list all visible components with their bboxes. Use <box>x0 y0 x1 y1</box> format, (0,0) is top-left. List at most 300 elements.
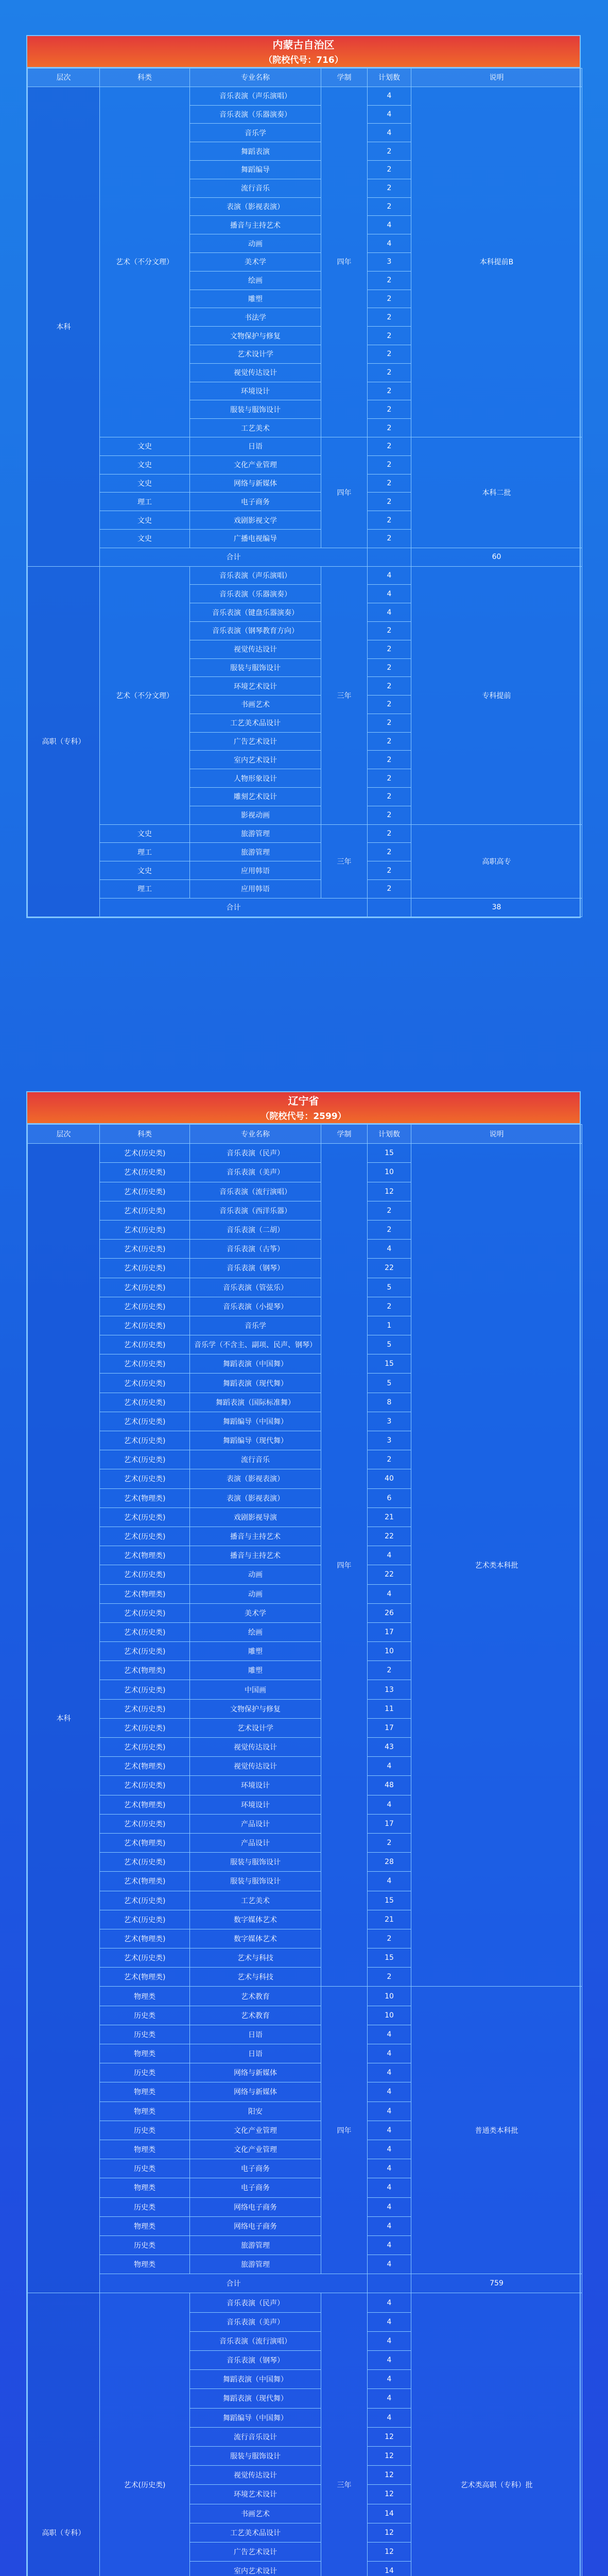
quota-cell: 2 <box>368 290 411 308</box>
major-cell: 网络与新媒体 <box>190 2063 321 2082</box>
quota-cell: 2 <box>368 345 411 363</box>
province-name: 内蒙古自治区 <box>272 39 335 51</box>
category-cell: 艺术(历史类) <box>100 1622 190 1641</box>
quota-cell: 2 <box>368 1450 411 1469</box>
major-cell: 旅游管理 <box>190 824 321 843</box>
major-cell: 电子商务 <box>190 2159 321 2178</box>
quota-cell: 2 <box>368 1833 411 1852</box>
quota-cell: 14 <box>368 2562 411 2576</box>
major-cell: 艺术设计学 <box>190 345 321 363</box>
category-cell: 理工 <box>100 843 190 861</box>
note-cell: 艺术类高职（专科）批 <box>411 2293 582 2576</box>
note-cell: 高职高专 <box>411 824 582 898</box>
major-cell: 影视动画 <box>190 806 321 824</box>
quota-cell: 2 <box>368 696 411 714</box>
quota-cell: 2 <box>368 714 411 732</box>
major-cell: 书画艺术 <box>190 696 321 714</box>
major-cell: 艺术教育 <box>190 1987 321 2006</box>
major-cell: 音乐表演（小提琴） <box>190 1297 321 1316</box>
quota-cell: 4 <box>368 105 411 124</box>
category-cell: 艺术(物理类) <box>100 1929 190 1948</box>
quota-cell: 40 <box>368 1469 411 1488</box>
major-cell: 舞蹈编导（中国舞） <box>190 2408 321 2427</box>
major-cell: 服装与服饰设计 <box>190 2446 321 2465</box>
quota-cell: 2 <box>368 658 411 677</box>
quota-cell: 4 <box>368 2025 411 2044</box>
quota-cell: 2 <box>368 677 411 696</box>
major-cell: 艺术教育 <box>190 2006 321 2025</box>
major-cell: 音乐表演（钢琴） <box>190 2351 321 2370</box>
category-cell: 艺术(历史类) <box>100 1565 190 1584</box>
level-cell: 高职（专科） <box>28 2293 100 2576</box>
major-cell: 视觉传达设计 <box>190 1757 321 1776</box>
category-cell: 艺术(历史类) <box>100 1603 190 1622</box>
category-cell: 艺术(历史类) <box>100 1393 190 1412</box>
major-cell: 流行音乐 <box>190 179 321 197</box>
total-value: 60 <box>411 548 582 566</box>
table-header-row <box>28 69 582 87</box>
category-cell: 艺术(历史类) <box>100 1259 190 1278</box>
quota-cell: 17 <box>368 1718 411 1737</box>
major-cell: 音乐学（不含主、副项、民声、钢琴） <box>190 1335 321 1354</box>
quota-cell: 2 <box>368 732 411 751</box>
table-header-row <box>28 1125 582 1144</box>
major-cell: 雕塑 <box>190 290 321 308</box>
quota-cell: 2 <box>368 455 411 474</box>
major-cell: 雕塑 <box>190 1642 321 1661</box>
major-cell: 视觉传达设计 <box>190 640 321 658</box>
category-cell: 艺术(历史类) <box>100 2293 190 2576</box>
category-cell: 艺术(历史类) <box>100 1814 190 1833</box>
quota-cell: 2 <box>368 179 411 197</box>
category-cell: 物理类 <box>100 2216 190 2235</box>
quota-cell: 4 <box>368 603 411 622</box>
section-inner-mongolia <box>26 35 581 918</box>
major-cell: 音乐表演（声乐演唱） <box>190 87 321 105</box>
major-cell: 音乐表演（钢琴） <box>190 1259 321 1278</box>
major-cell: 舞蹈编导 <box>190 160 321 179</box>
category-cell: 艺术(历史类) <box>100 1680 190 1699</box>
category-cell: 历史类 <box>100 2159 190 2178</box>
category-cell: 艺术(历史类) <box>100 1948 190 1968</box>
category-cell: 文史 <box>100 824 190 843</box>
quota-cell: 2 <box>368 824 411 843</box>
major-cell: 环境设计 <box>190 1795 321 1814</box>
major-cell: 戏剧影视导演 <box>190 1507 321 1527</box>
category-cell: 艺术(历史类) <box>100 1853 190 1872</box>
table-row <box>28 824 582 843</box>
major-cell: 美术学 <box>190 1603 321 1622</box>
major-cell: 环境设计 <box>190 382 321 400</box>
category-cell: 艺术(历史类) <box>100 1431 190 1450</box>
major-cell: 表演（影视表演） <box>190 1488 321 1507</box>
section-header <box>27 36 580 68</box>
quota-cell: 4 <box>368 2216 411 2235</box>
major-cell: 音乐表演（美声） <box>190 2312 321 2331</box>
major-cell: 日语 <box>190 2044 321 2063</box>
duration-cell: 四年 <box>321 87 368 437</box>
quota-cell: 12 <box>368 2542 411 2561</box>
major-cell: 中国画 <box>190 1680 321 1699</box>
duration-cell: 三年 <box>321 2293 368 2576</box>
total-value: 759 <box>411 2274 582 2293</box>
quota-cell: 4 <box>368 216 411 234</box>
quota-cell: 6 <box>368 1488 411 1507</box>
major-cell: 流行音乐设计 <box>190 2427 321 2446</box>
category-cell: 艺术(历史类) <box>100 1374 190 1393</box>
quota-cell: 2 <box>368 419 411 437</box>
quota-cell: 4 <box>368 1240 411 1259</box>
major-cell: 文化产业管理 <box>190 2140 321 2159</box>
major-cell: 音乐学 <box>190 1316 321 1335</box>
category-cell: 艺术(物理类) <box>100 1546 190 1565</box>
level-cell: 本科 <box>28 87 100 566</box>
major-cell: 音乐表演（民声） <box>190 1144 321 1163</box>
duration-cell <box>368 2274 411 2293</box>
major-cell: 舞蹈表演（中国舞） <box>190 2370 321 2389</box>
quota-cell: 4 <box>368 2140 411 2159</box>
column-header: 学制 <box>321 69 368 87</box>
major-cell: 服装与服饰设计 <box>190 1853 321 1872</box>
table-row <box>28 1144 582 1163</box>
category-cell: 艺术(历史类) <box>100 1220 190 1239</box>
category-cell: 艺术(物理类) <box>100 1795 190 1814</box>
major-cell: 绘画 <box>190 271 321 290</box>
major-cell: 工艺美术品设计 <box>190 2523 321 2542</box>
total-label: 合计 <box>100 2274 368 2293</box>
category-cell: 艺术(物理类) <box>100 1488 190 1507</box>
duration-cell: 四年 <box>321 437 368 548</box>
quota-cell: 12 <box>368 2523 411 2542</box>
major-cell: 动画 <box>190 1565 321 1584</box>
total-label: 合计 <box>100 898 368 917</box>
quota-cell: 2 <box>368 511 411 530</box>
enrollment-table <box>27 1124 582 2576</box>
quota-cell: 4 <box>368 234 411 253</box>
category-cell: 艺术(历史类) <box>100 1278 190 1297</box>
major-cell: 网络电子商务 <box>190 2197 321 2216</box>
note-cell: 本科二批 <box>411 437 582 548</box>
table-row <box>28 437 582 455</box>
major-cell: 动画 <box>190 1584 321 1603</box>
major-cell: 舞蹈表演（中国舞） <box>190 1354 321 1374</box>
category-cell: 艺术(历史类) <box>100 1718 190 1737</box>
column-header: 说明 <box>411 1125 582 1144</box>
category-cell: 艺术(历史类) <box>100 1201 190 1220</box>
major-cell: 音乐表演（管弦乐） <box>190 1278 321 1297</box>
major-cell: 舞蹈编导（现代舞） <box>190 1431 321 1450</box>
major-cell: 产品设计 <box>190 1814 321 1833</box>
category-cell: 艺术(历史类) <box>100 1527 190 1546</box>
major-cell: 广告艺术设计 <box>190 732 321 751</box>
quota-cell: 26 <box>368 1603 411 1622</box>
major-cell: 网络与新媒体 <box>190 2082 321 2102</box>
column-header: 学制 <box>321 1125 368 1144</box>
major-cell: 旅游管理 <box>190 2255 321 2274</box>
major-cell: 音乐表演（键盘乐器演奏） <box>190 603 321 622</box>
quota-cell: 5 <box>368 1374 411 1393</box>
quota-cell: 4 <box>368 2235 411 2255</box>
quota-cell: 2 <box>368 769 411 788</box>
province-name: 辽宁省 <box>288 1095 319 1107</box>
quota-cell: 4 <box>368 566 411 585</box>
category-cell: 艺术(历史类) <box>100 1412 190 1431</box>
major-cell: 音乐表演（民声） <box>190 2293 321 2312</box>
quota-cell: 4 <box>368 124 411 142</box>
quota-cell: 15 <box>368 1354 411 1374</box>
quota-cell: 2 <box>368 1929 411 1948</box>
quota-cell: 2 <box>368 843 411 861</box>
category-cell: 艺术（不分文理） <box>100 566 190 824</box>
category-cell: 艺术(历史类) <box>100 1297 190 1316</box>
major-cell: 舞蹈编导（中国舞） <box>190 1412 321 1431</box>
quota-cell: 2 <box>368 142 411 161</box>
quota-cell: 2 <box>368 1661 411 1680</box>
major-cell: 音乐表演（乐器演奏） <box>190 105 321 124</box>
major-cell: 室内艺术设计 <box>190 751 321 769</box>
major-cell: 服装与服饰设计 <box>190 400 321 419</box>
column-header: 层次 <box>28 69 100 87</box>
quota-cell: 4 <box>368 2389 411 2408</box>
quota-cell: 3 <box>368 1431 411 1450</box>
major-cell: 音乐表演（古筝） <box>190 1240 321 1259</box>
major-cell: 室内艺术设计 <box>190 2562 321 2576</box>
major-cell: 文物保护与修复 <box>190 327 321 345</box>
quota-cell: 22 <box>368 1565 411 1584</box>
major-cell: 环境艺术设计 <box>190 677 321 696</box>
major-cell: 音乐表演（乐器演奏） <box>190 585 321 603</box>
quota-cell: 4 <box>368 2351 411 2370</box>
quota-cell: 4 <box>368 2159 411 2178</box>
quota-cell: 4 <box>368 2408 411 2427</box>
major-cell: 表演（影视表演） <box>190 1469 321 1488</box>
category-cell: 物理类 <box>100 2082 190 2102</box>
category-cell: 艺术(历史类) <box>100 1507 190 1527</box>
duration-cell: 四年 <box>321 1144 368 1987</box>
quota-cell: 17 <box>368 1622 411 1641</box>
note-cell: 专科提前 <box>411 566 582 824</box>
major-cell: 文物保护与修复 <box>190 1699 321 1718</box>
category-cell: 历史类 <box>100 2121 190 2140</box>
major-cell: 雕塑 <box>190 1661 321 1680</box>
quota-cell: 2 <box>368 197 411 216</box>
major-cell: 美术学 <box>190 252 321 271</box>
category-cell: 艺术(物理类) <box>100 1968 190 1987</box>
major-cell: 电子商务 <box>190 2178 321 2197</box>
quota-cell: 43 <box>368 1738 411 1757</box>
quota-cell: 4 <box>368 2370 411 2389</box>
major-cell: 日语 <box>190 2025 321 2044</box>
quota-cell: 4 <box>368 2044 411 2063</box>
table-row <box>28 548 582 566</box>
category-cell: 文史 <box>100 474 190 493</box>
column-header: 计划数 <box>368 1125 411 1144</box>
quota-cell: 22 <box>368 1527 411 1546</box>
quota-cell: 4 <box>368 1546 411 1565</box>
category-cell: 艺术(历史类) <box>100 1469 190 1488</box>
quota-cell: 2 <box>368 806 411 824</box>
quota-cell: 15 <box>368 1948 411 1968</box>
quota-cell: 12 <box>368 1182 411 1201</box>
major-cell: 戏剧影视文学 <box>190 511 321 530</box>
major-cell: 网络与新媒体 <box>190 474 321 493</box>
quota-cell: 2 <box>368 751 411 769</box>
table-row <box>28 1987 582 2006</box>
category-cell: 艺术(物理类) <box>100 1584 190 1603</box>
quota-cell: 3 <box>368 252 411 271</box>
quota-cell: 2 <box>368 363 411 382</box>
category-cell: 物理类 <box>100 2140 190 2159</box>
category-cell: 文史 <box>100 437 190 455</box>
major-cell: 服装与服饰设计 <box>190 1872 321 1891</box>
quota-cell: 4 <box>368 2312 411 2331</box>
major-cell: 网络电子商务 <box>190 2216 321 2235</box>
category-cell: 物理类 <box>100 1987 190 2006</box>
category-cell: 艺术（不分文理） <box>100 87 190 437</box>
column-header: 计划数 <box>368 69 411 87</box>
category-cell: 艺术(物理类) <box>100 1833 190 1852</box>
major-cell: 音乐学 <box>190 124 321 142</box>
major-cell: 播音与主持艺术 <box>190 1546 321 1565</box>
quota-cell: 17 <box>368 1814 411 1833</box>
level-cell: 本科 <box>28 1144 100 2293</box>
column-header: 科类 <box>100 69 190 87</box>
enrollment-table <box>27 68 582 917</box>
quota-cell: 4 <box>368 2197 411 2216</box>
category-cell: 艺术(历史类) <box>100 1354 190 1374</box>
major-cell: 阳安 <box>190 2102 321 2121</box>
category-cell: 物理类 <box>100 2255 190 2274</box>
category-cell: 文史 <box>100 861 190 880</box>
category-cell: 历史类 <box>100 2197 190 2216</box>
duration-cell: 三年 <box>321 566 368 824</box>
section-header <box>27 1092 580 1124</box>
major-cell: 流行音乐 <box>190 1450 321 1469</box>
category-cell: 艺术(历史类) <box>100 1738 190 1757</box>
major-cell: 音乐表演（声乐演唱） <box>190 566 321 585</box>
quota-cell: 48 <box>368 1776 411 1795</box>
column-header: 层次 <box>28 1125 100 1144</box>
note-cell: 本科提前B <box>411 87 582 437</box>
major-cell: 播音与主持艺术 <box>190 216 321 234</box>
quota-cell: 4 <box>368 2063 411 2082</box>
major-cell: 应用韩语 <box>190 861 321 880</box>
category-cell: 文史 <box>100 529 190 548</box>
major-cell: 表演（影视表演） <box>190 197 321 216</box>
major-cell: 书法学 <box>190 308 321 327</box>
duration-cell: 三年 <box>321 824 368 898</box>
quota-cell: 10 <box>368 1987 411 2006</box>
category-cell: 艺术(物理类) <box>100 1872 190 1891</box>
major-cell: 数字媒体艺术 <box>190 1929 321 1948</box>
major-cell: 舞蹈表演（现代舞） <box>190 2389 321 2408</box>
major-cell: 艺术与科技 <box>190 1948 321 1968</box>
category-cell: 理工 <box>100 493 190 511</box>
major-cell: 应用韩语 <box>190 880 321 899</box>
quota-cell: 5 <box>368 1278 411 1297</box>
quota-cell: 14 <box>368 2504 411 2523</box>
quota-cell: 1 <box>368 1316 411 1335</box>
quota-cell: 2 <box>368 308 411 327</box>
column-header: 说明 <box>411 69 582 87</box>
category-cell: 文史 <box>100 511 190 530</box>
quota-cell: 4 <box>368 2255 411 2274</box>
category-cell: 艺术(历史类) <box>100 1316 190 1335</box>
category-cell: 艺术(物理类) <box>100 1757 190 1776</box>
quota-cell: 2 <box>368 400 411 419</box>
quota-cell: 2 <box>368 474 411 493</box>
major-cell: 音乐表演（流行演唱） <box>190 2331 321 2350</box>
major-cell: 舞蹈表演（国际标准舞） <box>190 1393 321 1412</box>
quota-cell: 2 <box>368 382 411 400</box>
total-label: 合计 <box>100 548 368 566</box>
category-cell: 艺术(历史类) <box>100 1891 190 1910</box>
table-row <box>28 566 582 585</box>
note-cell: 普通类本科批 <box>411 1987 582 2274</box>
note-cell: 艺术类本科批 <box>411 1144 582 1987</box>
major-cell: 动画 <box>190 234 321 253</box>
major-cell: 视觉传达设计 <box>190 363 321 382</box>
province-code: （院校代号：716） <box>264 55 343 65</box>
major-cell: 艺术与科技 <box>190 1968 321 1987</box>
section-liaoning <box>26 1091 581 2576</box>
quota-cell: 2 <box>368 1297 411 1316</box>
major-cell: 音乐表演（美声） <box>190 1163 321 1182</box>
quota-cell: 4 <box>368 1584 411 1603</box>
major-cell: 艺术设计学 <box>190 1718 321 1737</box>
major-cell: 视觉传达设计 <box>190 2466 321 2485</box>
quota-cell: 2 <box>368 160 411 179</box>
quota-cell: 2 <box>368 327 411 345</box>
table-row <box>28 87 582 105</box>
quota-cell: 2 <box>368 788 411 806</box>
major-cell: 音乐表演（流行演唱） <box>190 1182 321 1201</box>
quota-cell: 4 <box>368 1757 411 1776</box>
quota-cell: 21 <box>368 1910 411 1929</box>
major-cell: 工艺美术品设计 <box>190 714 321 732</box>
major-cell: 舞蹈表演 <box>190 142 321 161</box>
quota-cell: 4 <box>368 1795 411 1814</box>
major-cell: 环境艺术设计 <box>190 2485 321 2504</box>
category-cell: 历史类 <box>100 2006 190 2025</box>
category-cell: 文史 <box>100 455 190 474</box>
quota-cell: 2 <box>368 640 411 658</box>
quota-cell: 2 <box>368 861 411 880</box>
quota-cell: 4 <box>368 87 411 105</box>
major-cell: 人物形象设计 <box>190 769 321 788</box>
category-cell: 历史类 <box>100 2063 190 2082</box>
category-cell: 物理类 <box>100 2178 190 2197</box>
major-cell: 文化产业管理 <box>190 2121 321 2140</box>
quota-cell: 10 <box>368 1163 411 1182</box>
major-cell: 服装与服饰设计 <box>190 658 321 677</box>
quota-cell: 2 <box>368 1220 411 1239</box>
major-cell: 播音与主持艺术 <box>190 1527 321 1546</box>
quota-cell: 10 <box>368 1642 411 1661</box>
quota-cell: 2 <box>368 1201 411 1220</box>
category-cell: 艺术(历史类) <box>100 1163 190 1182</box>
quota-cell: 4 <box>368 585 411 603</box>
major-cell: 日语 <box>190 437 321 455</box>
quota-cell: 12 <box>368 2427 411 2446</box>
quota-cell: 4 <box>368 2178 411 2197</box>
major-cell: 音乐表演（西洋乐器） <box>190 1201 321 1220</box>
quota-cell: 4 <box>368 2082 411 2102</box>
category-cell: 艺术(历史类) <box>100 1144 190 1163</box>
category-cell: 历史类 <box>100 2025 190 2044</box>
major-cell: 产品设计 <box>190 1833 321 1852</box>
category-cell: 艺术(历史类) <box>100 1699 190 1718</box>
